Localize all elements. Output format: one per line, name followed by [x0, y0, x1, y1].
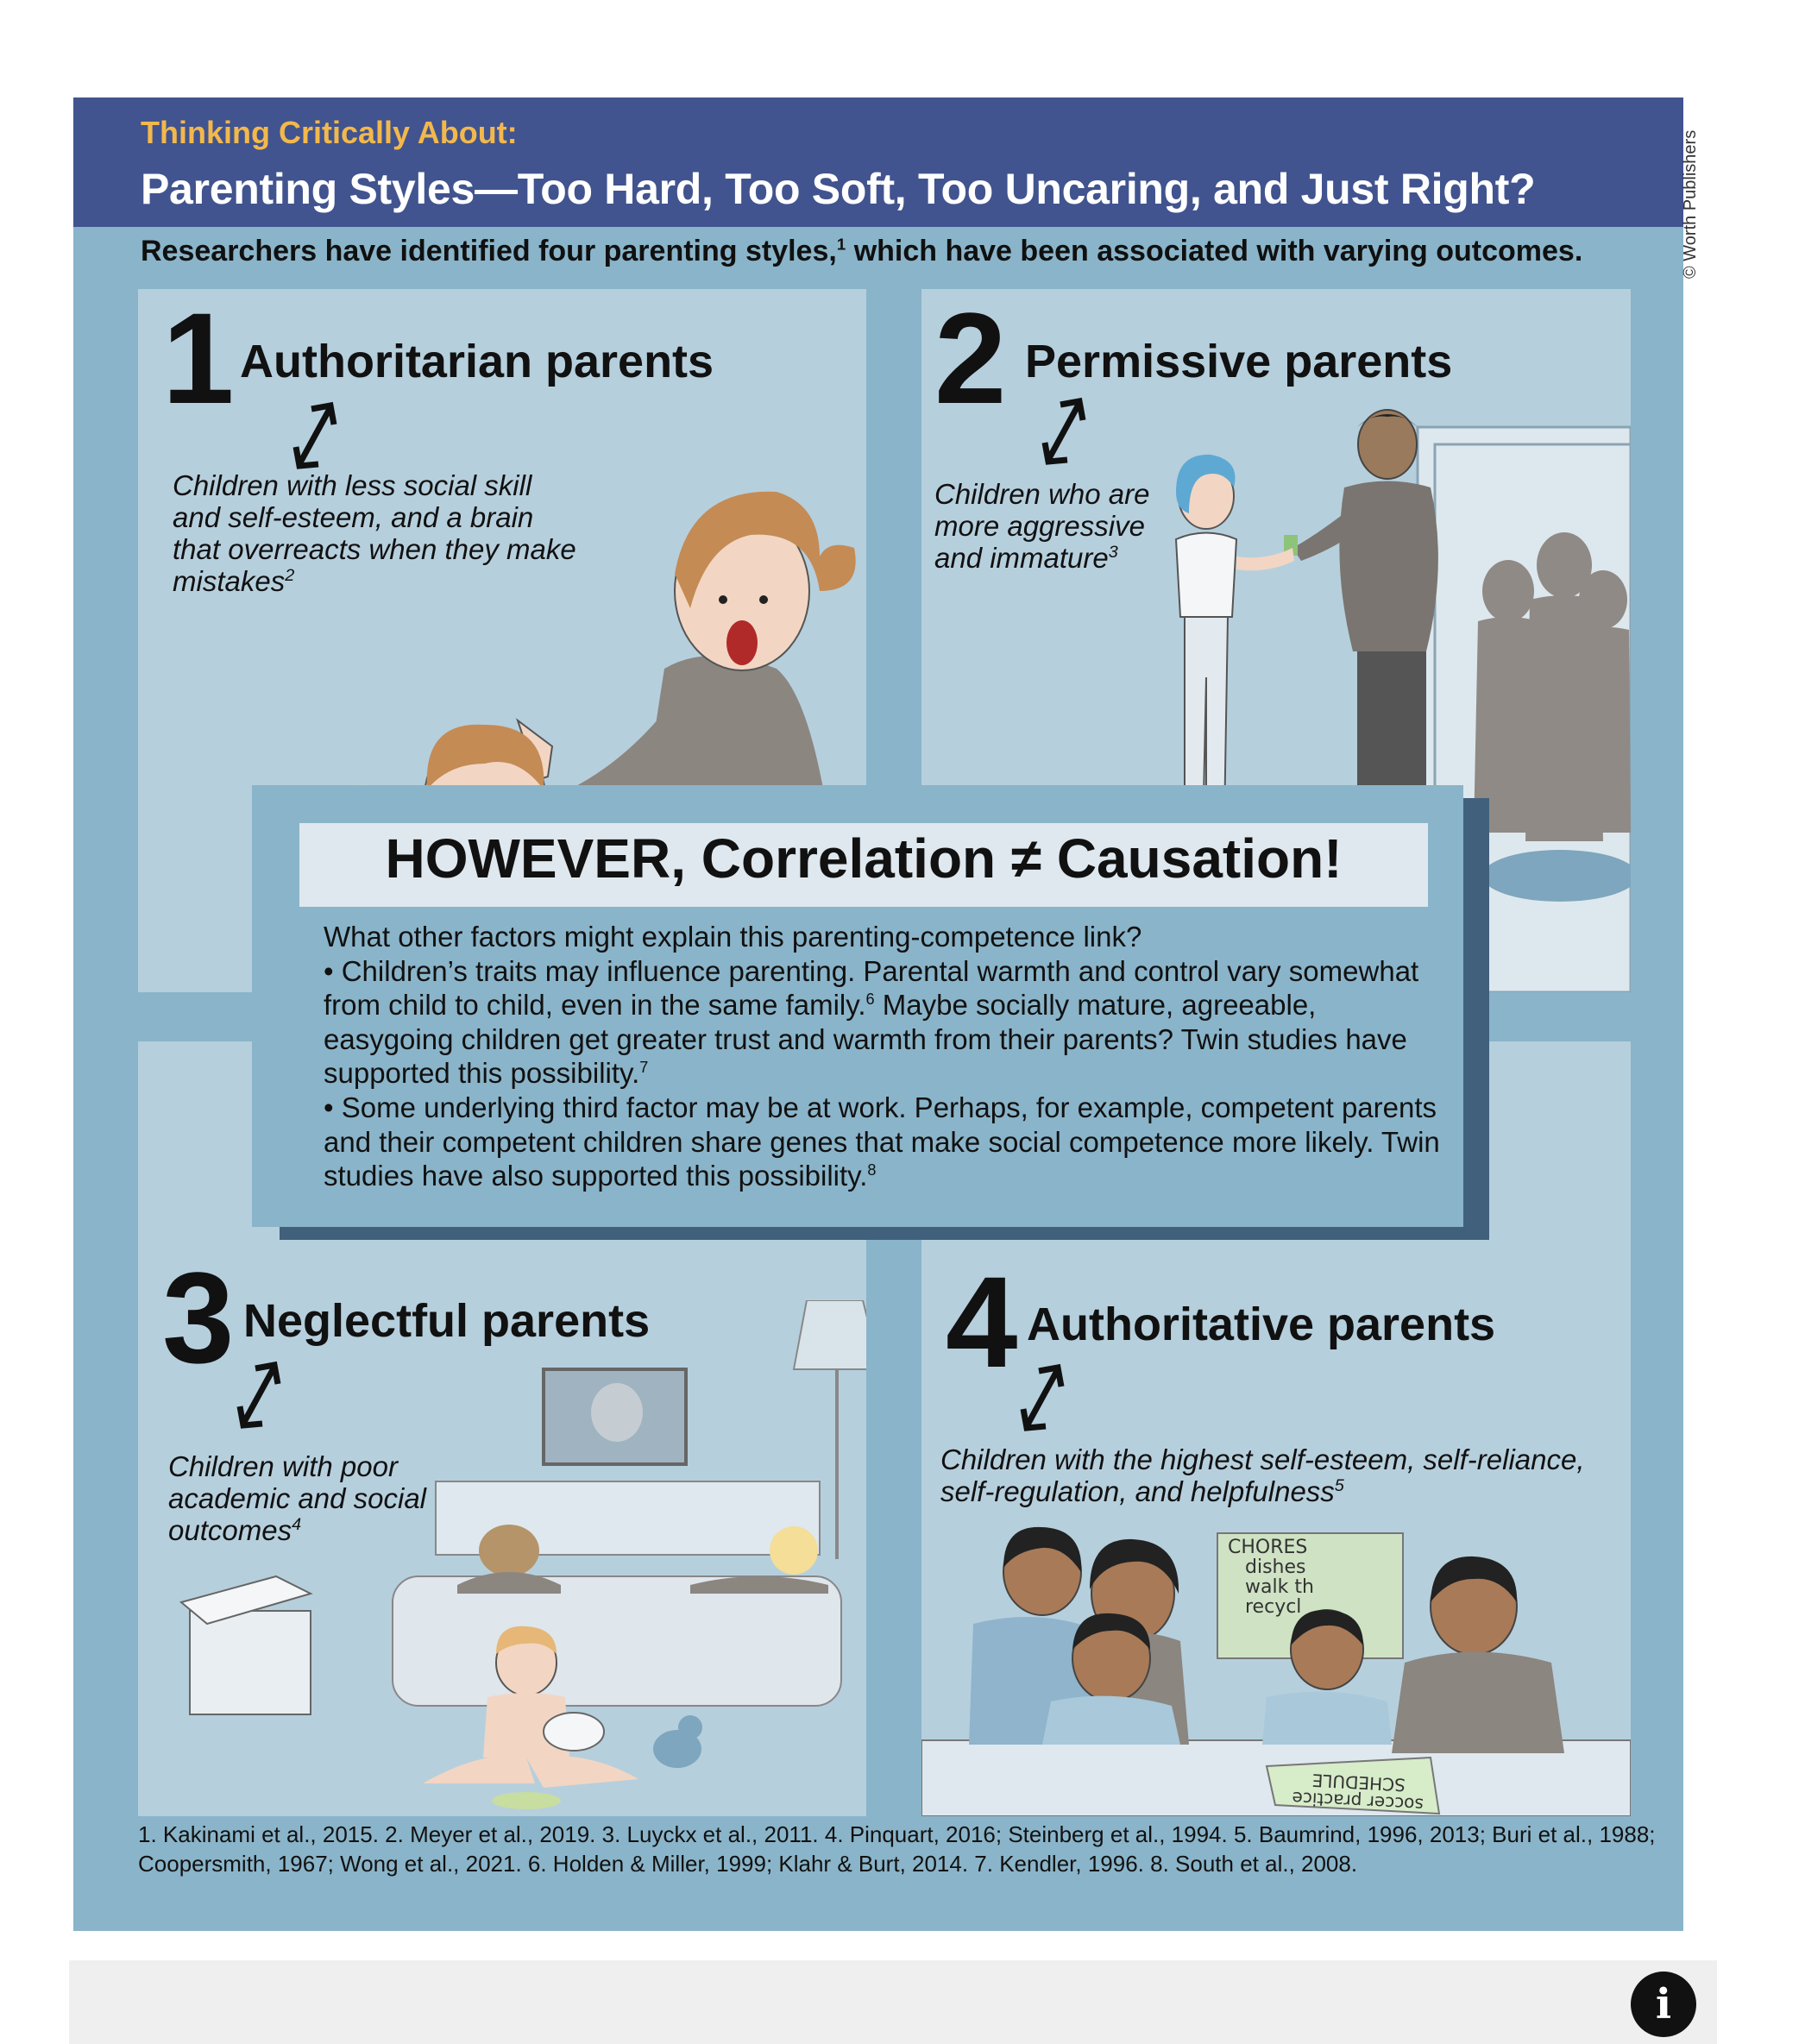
style-label: Permissive parents — [1025, 336, 1453, 387]
causation-question: What other factors might explain this parenting-competence link? — [324, 921, 1142, 953]
chores-item: walk th — [1245, 1576, 1314, 1599]
chores-title: CHORES — [1228, 1537, 1308, 1558]
chores-item: recycl — [1245, 1596, 1302, 1619]
intro-text: Researchers have identified four parenting styles,$^1$ which have been associated with varying outcomes. — [141, 235, 1583, 267]
style-label: Authoritarian parents — [240, 336, 714, 387]
schedule-title: SCHEDULE — [1311, 1770, 1406, 1796]
schedule-item: soccer practice — [1291, 1788, 1425, 1815]
causation-title: HOWEVER, Correlation ≠ Causation! — [385, 827, 1343, 890]
page-title: Parenting Styles—Too Hard, Too Soft, Too Uncaring, and Just Right? — [141, 165, 1536, 213]
bottom-toolbar — [69, 1960, 1717, 2044]
chores-sign — [1228, 1538, 1314, 1617]
style-outcome: Children with less social skill and self-esteem, and a brain that overreacts when they make mistakes$^2$ — [173, 469, 576, 597]
causation-bullet-traits: • Children’s traits may influence parenting. Parental warmth and control vary somewhat from child to child, even in the same family.$^6$ Maybe socially mature, agreeable, easygoing children get greater trust and warmth from their parents? Twin studies have supported this possibility.$^7$ — [324, 954, 1419, 1090]
style-number: 1 — [162, 289, 235, 431]
schedule-sheet — [1292, 1770, 1425, 1814]
neglectful-living-room-illustration — [138, 1300, 866, 1816]
style-number: 4 — [946, 1249, 1018, 1394]
info-button[interactable]: i — [1631, 1972, 1696, 2037]
causation-body — [324, 920, 1445, 1193]
footnotes: 1. Kakinami et al., 2015. 2. Meyer et al., 2019. 3. Luyckx et al., 2011. 4. Pinquart, 2016; Steinberg et al., 1994. 5. Baumrind, 1996, 2013; Buri et al., 1988; Coopersmith, 1967; Wong et al., 2021. 6. Holden & Miller, 1999; Klahr & Burt, 2014. 7. Kendler, 1996. 8. South et al., 2008. — [138, 1821, 1656, 1877]
copyright-credit: © Worth Publishers — [1681, 129, 1700, 279]
chores-item: dishes — [1245, 1557, 1306, 1579]
header-kicker: Thinking Critically About: — [141, 115, 518, 150]
style-number: 3 — [162, 1245, 235, 1390]
style-outcome: Children with poor academic and social outcomes$^4$ — [168, 1450, 426, 1546]
style-label: Authoritative parents — [1027, 1299, 1496, 1350]
style-number: 2 — [934, 289, 1007, 431]
style-outcome: Children who are more aggressive and immature$^3$ — [934, 478, 1150, 574]
causation-bullet-third-factor: • Some underlying third factor may be at work. Perhaps, for example, competent parents and their competent children share genes that make social competence more likely. Twin studies have also supported this possibility.$^8$ — [324, 1091, 1440, 1192]
bidirectional-arrow-icon — [1008, 1359, 1077, 1437]
style-outcome: Children with the highest self-esteem, self-reliance, self-regulation, and helpfulness$^5$ — [940, 1443, 1585, 1507]
style-label: Neglectful parents — [243, 1295, 651, 1347]
